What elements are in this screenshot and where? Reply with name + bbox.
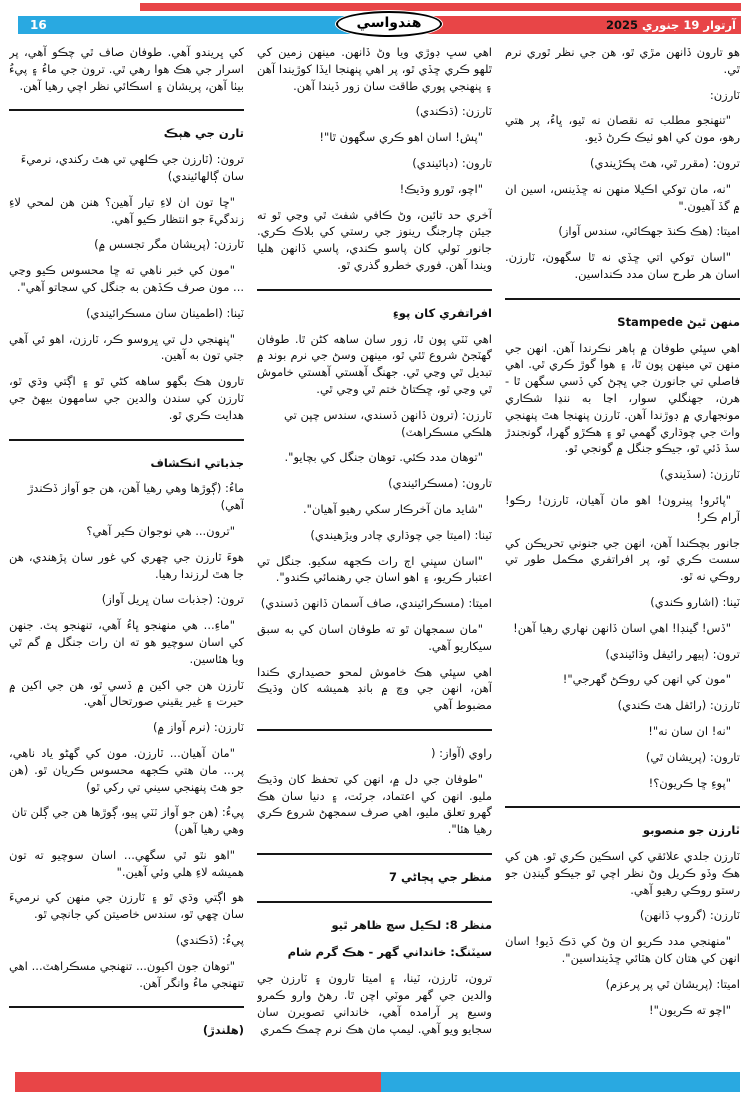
footer-blue-bar — [381, 1072, 740, 1092]
text-para: اهي سڀئي هڪ خاموش لمحو حصيداري ڪندا آهن، انهن جي وچ ۾ بانڊ هميشه کان وڌيڪ مضبوط آهي — [257, 664, 492, 713]
text-quote: "پنهنجي دل تي ڀروسو ڪر، ٽارزن، اهو ئي آهي جتي تون به آهين. — [9, 331, 244, 363]
date-text: آرتوار 19 جنوري — [641, 18, 736, 32]
text-speaker: ترون: (ٻيهر رائيفل وڌائيندي) — [605, 646, 740, 661]
edition-date — [606, 18, 741, 32]
text-speaker: ٽارزن: (ترون ڏانهن ڏسندي، سندس چپن تي هلڪي مسڪراهٽ) — [284, 407, 492, 439]
text-heading: (هلندڙ) — [202, 1023, 244, 1038]
footer-red-bar — [15, 1072, 381, 1092]
text-heading: منظر جي پڄاڻي 7 — [389, 869, 492, 884]
text-quote: "ترون... هي نوجوان ڪير آهي؟ — [86, 523, 235, 538]
column-middle — [257, 44, 492, 1066]
page-number: 16 — [30, 18, 47, 32]
text-speaker: تارون: (مسڪرائيندي) — [388, 476, 492, 491]
text-speaker: اميتا: (مسڪرائيندي، صاف آسمان ڏانهن ڏسندي) — [260, 596, 492, 611]
text-para: آخري حد تائين، وڻ ڪافي شفٽ ٿي وڃي ٿو ته جيئن چارجنگ رينوز جي رستي کي بلاڪ ڪري. جانور ٽولي کان پاسو ڪندي، پاسي ڏانهن هليا ويندا آهن. فوري خطرو گذري ٿو. — [257, 207, 492, 272]
text-para: هو اڳتي وڌي ٿو ۽ ٽارزن جي منهن کي نرميءَ سان ڇهي ٿو، سندس خاصيتن کي جانچي ٿو. — [9, 890, 244, 922]
text-quote: "نه! ان سان نه"! — [648, 723, 731, 738]
text-quote: "اسان سڀني اڄ رات ڪجهه سکيو. جنگل تي اعتبار ڪريو، ۽ اهو اسان جي رهنمائي ڪندو". — [257, 553, 492, 585]
text-para: هو تارون ڏانهن مڙي ٿو، هن جي نظر ٿوري نرم ٿي. — [505, 45, 740, 76]
text-speaker: ترون: (مقرر ٿي، هٿ پڪڙيندي) — [590, 155, 740, 170]
masthead-title: هندواسي — [356, 15, 422, 31]
text-quote: "ڇا تون ان لاءِ تيار آهين؟ هنن هن لمحي لاءِ زندگيءَ جو انتظار ڪيو آهي. — [9, 194, 244, 226]
text-speaker: راوي (آواز: ( — [431, 745, 492, 760]
text-quote: "نه، مان توکي اڪيلا منهن نه ڇڏينس، اسين ان ۾ گڏ آهيون." — [505, 181, 740, 213]
text-heading: ٽارزن جو منصوبو — [642, 823, 740, 838]
text-quote: "توهان جون اکيون... تنهنجي مسڪراهٽ... اهي تنهنجي ماءُ وانگر آهن. — [9, 958, 244, 990]
section-divider — [9, 1006, 244, 1008]
text-speaker: ٽينا: (اطمينان سان مسڪرائيندي) — [85, 305, 244, 320]
date-year: 2025 — [605, 18, 638, 32]
text-quote: "اسان توکي اتي ڇڏي نه ٿا سگهون، ٽارزن. اسان هر طرح سان مدد ڪنداسين. — [505, 250, 740, 281]
text-quote: "مان سمجهان ٿو ته طوفان اسان کي به سبق سيکاريو آهي. — [257, 621, 492, 653]
column-right — [505, 44, 740, 1066]
text-heading: منظر 8: لڪيل سچ ظاهر ٿيو — [331, 917, 492, 932]
text-quote: "پش! اسان اهو ڪري سگهون ٿا"! — [319, 130, 483, 145]
text-heading: جذباتي انڪشاف — [150, 455, 244, 470]
text-quote: "شايد مان آخرڪار سکي رهيو آهيان". — [303, 501, 483, 516]
text-speaker: ٽارزن: (پريشان مگر تجسس ۾) — [94, 237, 244, 252]
text-speaker: ماءُ: (ڳوڙها وهي رهيا آهن، هن جو آواز ڏڪندڙ آهي) — [27, 481, 244, 513]
text-para: کي ڀريندو آهي. طوفان صاف ٿي چڪو آهي، پر اسرار جي هڪ هوا رهي ٿي. ترون جي ماءُ ۽ پيءُ بيٺا آهن، پريشان ۽ اسڪائي نظر اچي رهيا آهن. — [9, 45, 244, 93]
text-speaker: تارون: (پريشان ٿي) — [645, 749, 740, 764]
article-columns — [9, 44, 740, 1066]
text-quote: "طوفان جي دل ۾، انهن کي تحفظ کان وڌيڪ مليو. انهن کي اعتماد، جرئت، ۽ دنيا سان هڪ گهرو تعلق مليو، اهي صرف سمجهڻ شروع ڪري رهيا هئا". — [257, 771, 492, 837]
text-quote: "منهنجي مدد ڪريو ان وڻ کي ڌڪ ڏيو! اسان انهن کي هتان کان هٽائي ڇڏينداسين". — [505, 934, 740, 966]
section-divider — [257, 853, 492, 855]
text-para: جانور بچڪندا آهن، انهن جي جنوني تحريڪن کي سست ڪري ٿو، پر افراتفري مڪمل طور تي روڪي نه ٿو. — [505, 535, 740, 584]
text-para: اهي سڀ ڊوڙي ويا وڻ ڏانهن. مينهن زمين کي ٿلهو ڪري ڇڏي ٿو، پر اهي پنهنجا ايڏا کوڙيندا آهن ۽ پنهنجي پوري طاقت سان زور ڏيندا آهن. — [257, 45, 492, 93]
masthead-logo — [336, 11, 442, 37]
section-divider — [505, 298, 740, 300]
text-quote: "پوءِ ڇا ڪريون؟! — [648, 775, 731, 790]
text-speaker: ٽارزن: (گروپ ڏانهن) — [639, 908, 740, 923]
text-heading: منهن ٿيڻ Stampede — [617, 314, 740, 329]
text-quote: "توهان مدد ڪئي. توهان جنگل کي بچايو". — [284, 450, 483, 465]
text-quote: "مون کي انهن کي روڪڻ گهرجي"! — [562, 672, 731, 687]
text-para: ٽارزن جلدي علائقي کي اسڪين ڪري ٿو. هن کي هڪ وڏو ڪريل وڻ نظر اچي ٿو جيڪو گينڊن جو رستو روڪي رهيو آهي. — [505, 849, 740, 897]
top-red-strip — [140, 3, 741, 11]
section-divider — [257, 289, 492, 291]
text-para: اهي ٽٽي پون ٿا، زور سان ساهه کڻن ٿا. طوفان گهٽجڻ شروع ٿئي ٿو، مينهن وسڻ جي نرم بوند ۾ تبديل ٿي وڃي ٿي. جهنگ آهستي آهستي خاموش ٿي وڃي ٿو، ڇڪتاڻ ختم ٿي وڃي ٿي. — [257, 331, 492, 396]
text-para: ترون، ٽارزن، ٽينا، ۽ اميتا تارون ۽ ٽارزن جي والدين جي گهر موٽي اچن ٿا. رهڻ وارو ڪمرو وسيع پر آرامده آهي، خانداني تصويرن سان سجايو ويو آهي. ليمپ مان هڪ نرم چمڪ ڪمري — [257, 971, 492, 1036]
text-para: ٽارزن هن جي اکين ۾ ڏسي ٿو، هن جي اکين ۾ حيرت ۽ غير يقيني صورتحال آهي. — [9, 677, 244, 709]
text-para: تارون هڪ بگهو ساهه کڻي ٿو ۽ اڳتي وڌي ٿو، ٽارزن کي سندن والدين جي سامهون بيهڻ جي هدايت ڪري ٿو. — [9, 374, 244, 422]
text-quote: "مان آهيان... ٽارزن. مون کي گهڻو ياد ناهي، پر... مان هتي ڪجهه محسوس ڪريان ٿو. (هن جو هٿ پنهنجي سيني تي رکي ٿو) — [9, 745, 244, 794]
text-speaker: اميتا: (پريشان ٿي پر پرعزم) — [605, 976, 740, 991]
section-divider — [505, 806, 740, 808]
text-heading: سيٽنگ: خانداني گهر - هڪ گرم شام — [287, 945, 492, 960]
section-divider — [9, 109, 244, 111]
text-quote: "ڏس! گينڊا! اهي اسان ڏانهن نهاري رهيا آهن! — [513, 620, 731, 635]
text-speaker: ترون: (ٽارزن جي ڪلهي تي هٿ رکندي، نرميءَ سان ڳالهائيندي) — [20, 152, 244, 183]
section-divider — [257, 901, 492, 903]
text-heading: افراتفري کان پوءِ — [392, 305, 492, 320]
text-heading: تارن جي هٻڪ — [163, 126, 244, 141]
text-speaker: ٽارزن: — [709, 87, 740, 102]
text-quote: "اچو، ٿورو وڌيڪ! — [399, 181, 483, 196]
text-para: هوءَ ٽارزن جي چهري کي غور سان پڙهندي، هن جا هٿ لرزندا رهيا. — [9, 549, 244, 581]
text-para: اهي سڀئي طوفان ۾ ٻاهر نڪرندا آهن. انهن جي منهن تي مينهن پون ٿا، ۽ هوا گوڙ ڪري ٿي. اهي فاصلي تي جانورن جي ڀڄڻ کي ڏسي سگهن ٿا - هرن، جهنگلي سوار، اڃا به ننڍا شڪاري مونجهاري ۾ ڊوڙندا آهن. ٽارزن پنهنجا هٿ پنهنجي واٽ جي چوڌاري گهمي ٿو ۽ هڪڙو گهرا، گونجندڙ سڏ ڏئي ٿو، جيڪو جنگل ۾ گونجي ٿو. — [505, 340, 740, 456]
text-speaker: تارون: (دٻائيندي) — [412, 155, 492, 170]
text-quote: "پائرو! پينرون! اهو مان آهيان، ٽارزن! رڪو! آرام ڪر! — [505, 492, 740, 524]
text-speaker: ترون: (جذبات سان ڀريل آواز) — [101, 592, 244, 607]
text-quote: "اهو نٿو ٿي سگهي... اسان سوچيو ته تون هميشه لاءِ هلي وئي آهين." — [9, 847, 244, 879]
text-quote: "مون کي خبر ناهي ته ڇا محسوس ڪيو وڃي ... مون صرف ڪڏهن به جنگل کي سڃاتو آهي". — [9, 263, 244, 294]
text-speaker: پيءُ: (ڏڪندي) — [175, 933, 244, 948]
text-speaker: اميتا: (هڪ ڪنڌ جهڪائي، سندس آواز) — [558, 224, 740, 239]
text-quote: "اچو ته ڪريون"! — [648, 1002, 731, 1017]
text-speaker: ٽينا: (اميتا جي چوڌاري چادر ويڙهيندي) — [310, 527, 492, 542]
column-left — [9, 44, 244, 1066]
text-speaker: ٽارزن: (ڌڪندي) — [415, 104, 492, 119]
text-speaker: ٽارزن: (سڏيندي) — [659, 467, 740, 482]
text-speaker: ٽينا: (اشارو ڪندي) — [650, 594, 740, 609]
text-quote: "تنهنجو مطلب ته نقصان نه ٿيو، ڀاءُ، پر هتي رهو، مون کي اهو ٺيڪ ڪرڻ ڏيو. — [505, 113, 740, 145]
text-speaker: ٽارزن: (رائفل هٿ ڪندي) — [617, 698, 740, 713]
section-divider — [257, 729, 492, 731]
text-quote: "ماءِ... هي منهنجو ڀاءُ آهي، تنهنجو پٽ. جنهن کي اسان سوچيو هو ته ان رات جنگل ۾ گم ٿي ويا هئاسين. — [9, 618, 244, 666]
text-speaker: ٽارزن: (نرم آواز ۾) — [153, 720, 244, 735]
text-speaker: پيءُ: (هن جو آواز ٽٽي پيو، ڳوڙها هن جي ڳلن تان وهي رهيا آهن) — [11, 805, 244, 837]
section-divider — [9, 439, 244, 441]
header-blue-bar — [18, 16, 385, 34]
